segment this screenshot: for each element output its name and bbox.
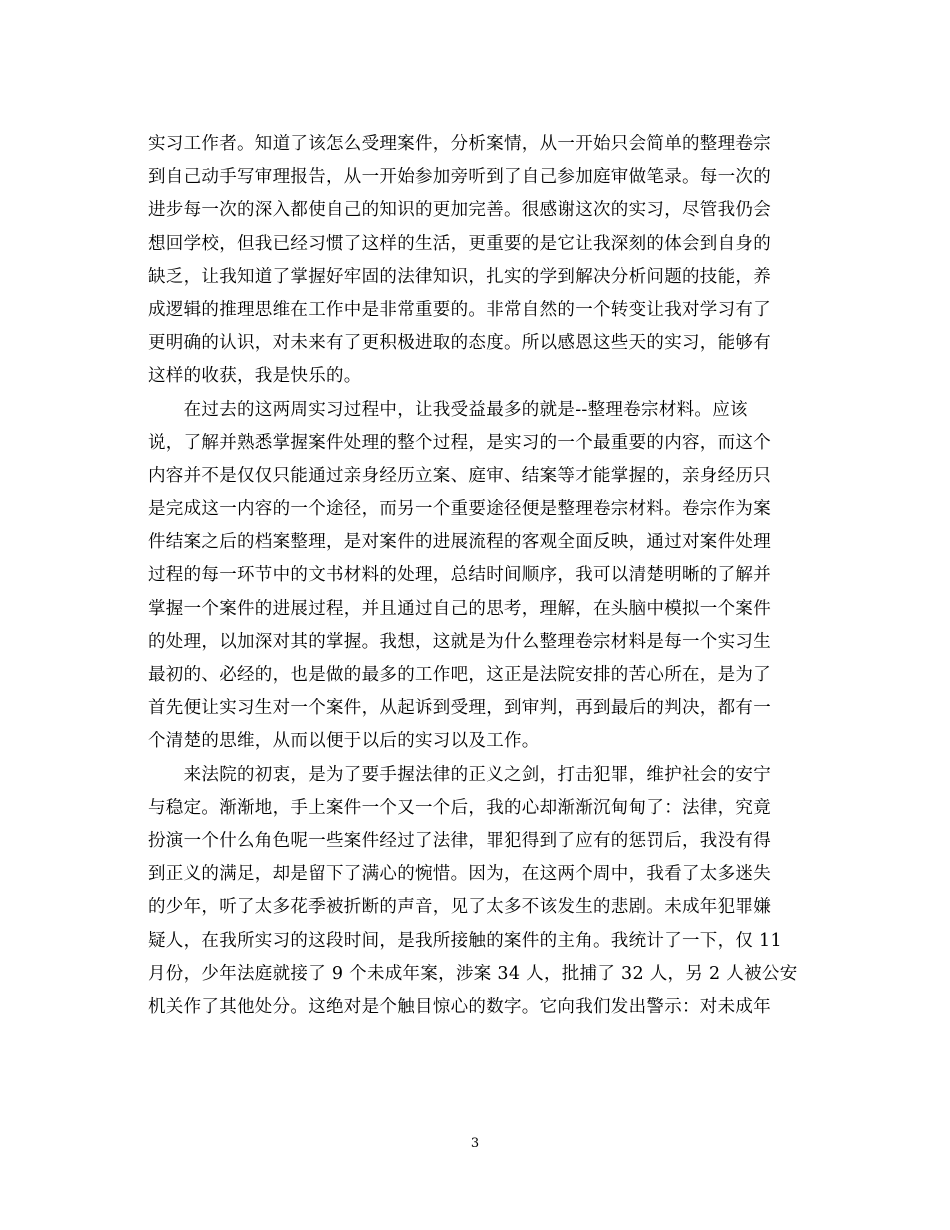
text-line: 到自己动手写审理报告，从一开始参加旁听到了自己参加庭审做笔录。每一次的 [148, 167, 771, 188]
text-line: 是完成这一内容的一个途径，而另一个重要途径便是整理卷宗材料。卷宗作为案 [148, 499, 771, 520]
text-line: 月份，少年法庭就接了 9 个未成年案，涉案 34 人，批捕了 32 人，另 2 人被公安 [148, 963, 798, 984]
text-line: 个清楚的思维，从而以便于以后的实习以及工作。 [148, 731, 540, 752]
text-line: 最初的、必经的，也是做的最多的工作吧，这正是法院安排的苦心所在，是为了 [148, 665, 771, 685]
text-line: 实习工作者。知道了该怎么受理案件，分析案情，从一开始只会简单的整理卷宗 [148, 134, 771, 154]
text-line: 来法院的初衷，是为了要手握法律的正义之剑，打击犯罪，维护社会的安宁 [148, 764, 771, 785]
text-line: 过程的每一环节中的文书材料的处理，总结时间顺序，我可以清楚明晰的了解并 [148, 565, 771, 586]
text-line: 的处理，以加深对其的掌握。我想，这就是为什么整理卷宗材料是每一个实习生 [148, 631, 771, 652]
text-line: 缺乏，让我知道了掌握好牢固的法律知识，扎实的学到解决分析问题的技能，养 [148, 266, 771, 287]
text-line: 成逻辑的推理思维在工作中是非常重要的。非常自然的一个转变让我对学习有了 [148, 299, 771, 320]
text-line: 掌握一个案件的进展过程，并且通过自己的思考，理解，在头脑中模拟一个案件 [148, 598, 771, 619]
text-line: 首先便让实习生对一个案件，从起诉到受理，到审判，再到最后的判决，都有一 [148, 698, 771, 719]
text-line: 这样的收获，我是快乐的。 [148, 366, 362, 387]
text-line: 机关作了其他处分。这绝对是个触目惊心的数字。它向我们发出警示：对未成年 [148, 996, 771, 1017]
body-text [148, 128, 808, 1024]
text-line: 扮演一个什么角色呢一些案件经过了法律，罪犯得到了应有的惩罚后，我没有得 [148, 830, 771, 851]
text-line: 疑人，在我所实习的这段时间，是我所接触的案件的主角。我统计了一下，仅 11 [148, 930, 782, 951]
text-line: 想回学校，但我已经习惯了这样的生活，更重要的是它让我深刻的体会到自身的 [148, 233, 771, 254]
text-line: 更明确的认识，对未来有了更积极进取的态度。所以感恩这些天的实习，能够有 [148, 333, 771, 354]
text-line: 与稳定。渐渐地，手上案件一个又一个后，我的心却渐渐沉甸甸了：法律，究竟 [148, 797, 771, 818]
page-number: 3 [470, 1136, 480, 1151]
text-line: 说，了解并熟悉掌握案件处理的整个过程，是实习的一个最重要的内容，而这个 [148, 432, 771, 453]
text-line: 在过去的这两周实习过程中，让我受益最多的就是--整理卷宗材料。应该 [148, 399, 748, 420]
text-line: 件结案之后的档案整理，是对案件的进展流程的客观全面反映，通过对案件处理 [148, 532, 771, 553]
text-line: 到正义的满足，却是留下了满心的惋惜。因为，在这两个周中，我看了太多迷失 [148, 864, 771, 885]
text-line: 内容并不是仅仅只能通过亲身经历立案、庭审、结案等才能掌握的，亲身经历只 [148, 465, 771, 486]
text-line: 的少年，听了太多花季被折断的声音，见了太多不该发生的悲剧。未成年犯罪嫌 [148, 897, 771, 918]
text-line: 进步每一次的深入都使自己的知识的更加完善。很感谢这次的实习，尽管我仍会 [148, 200, 771, 221]
